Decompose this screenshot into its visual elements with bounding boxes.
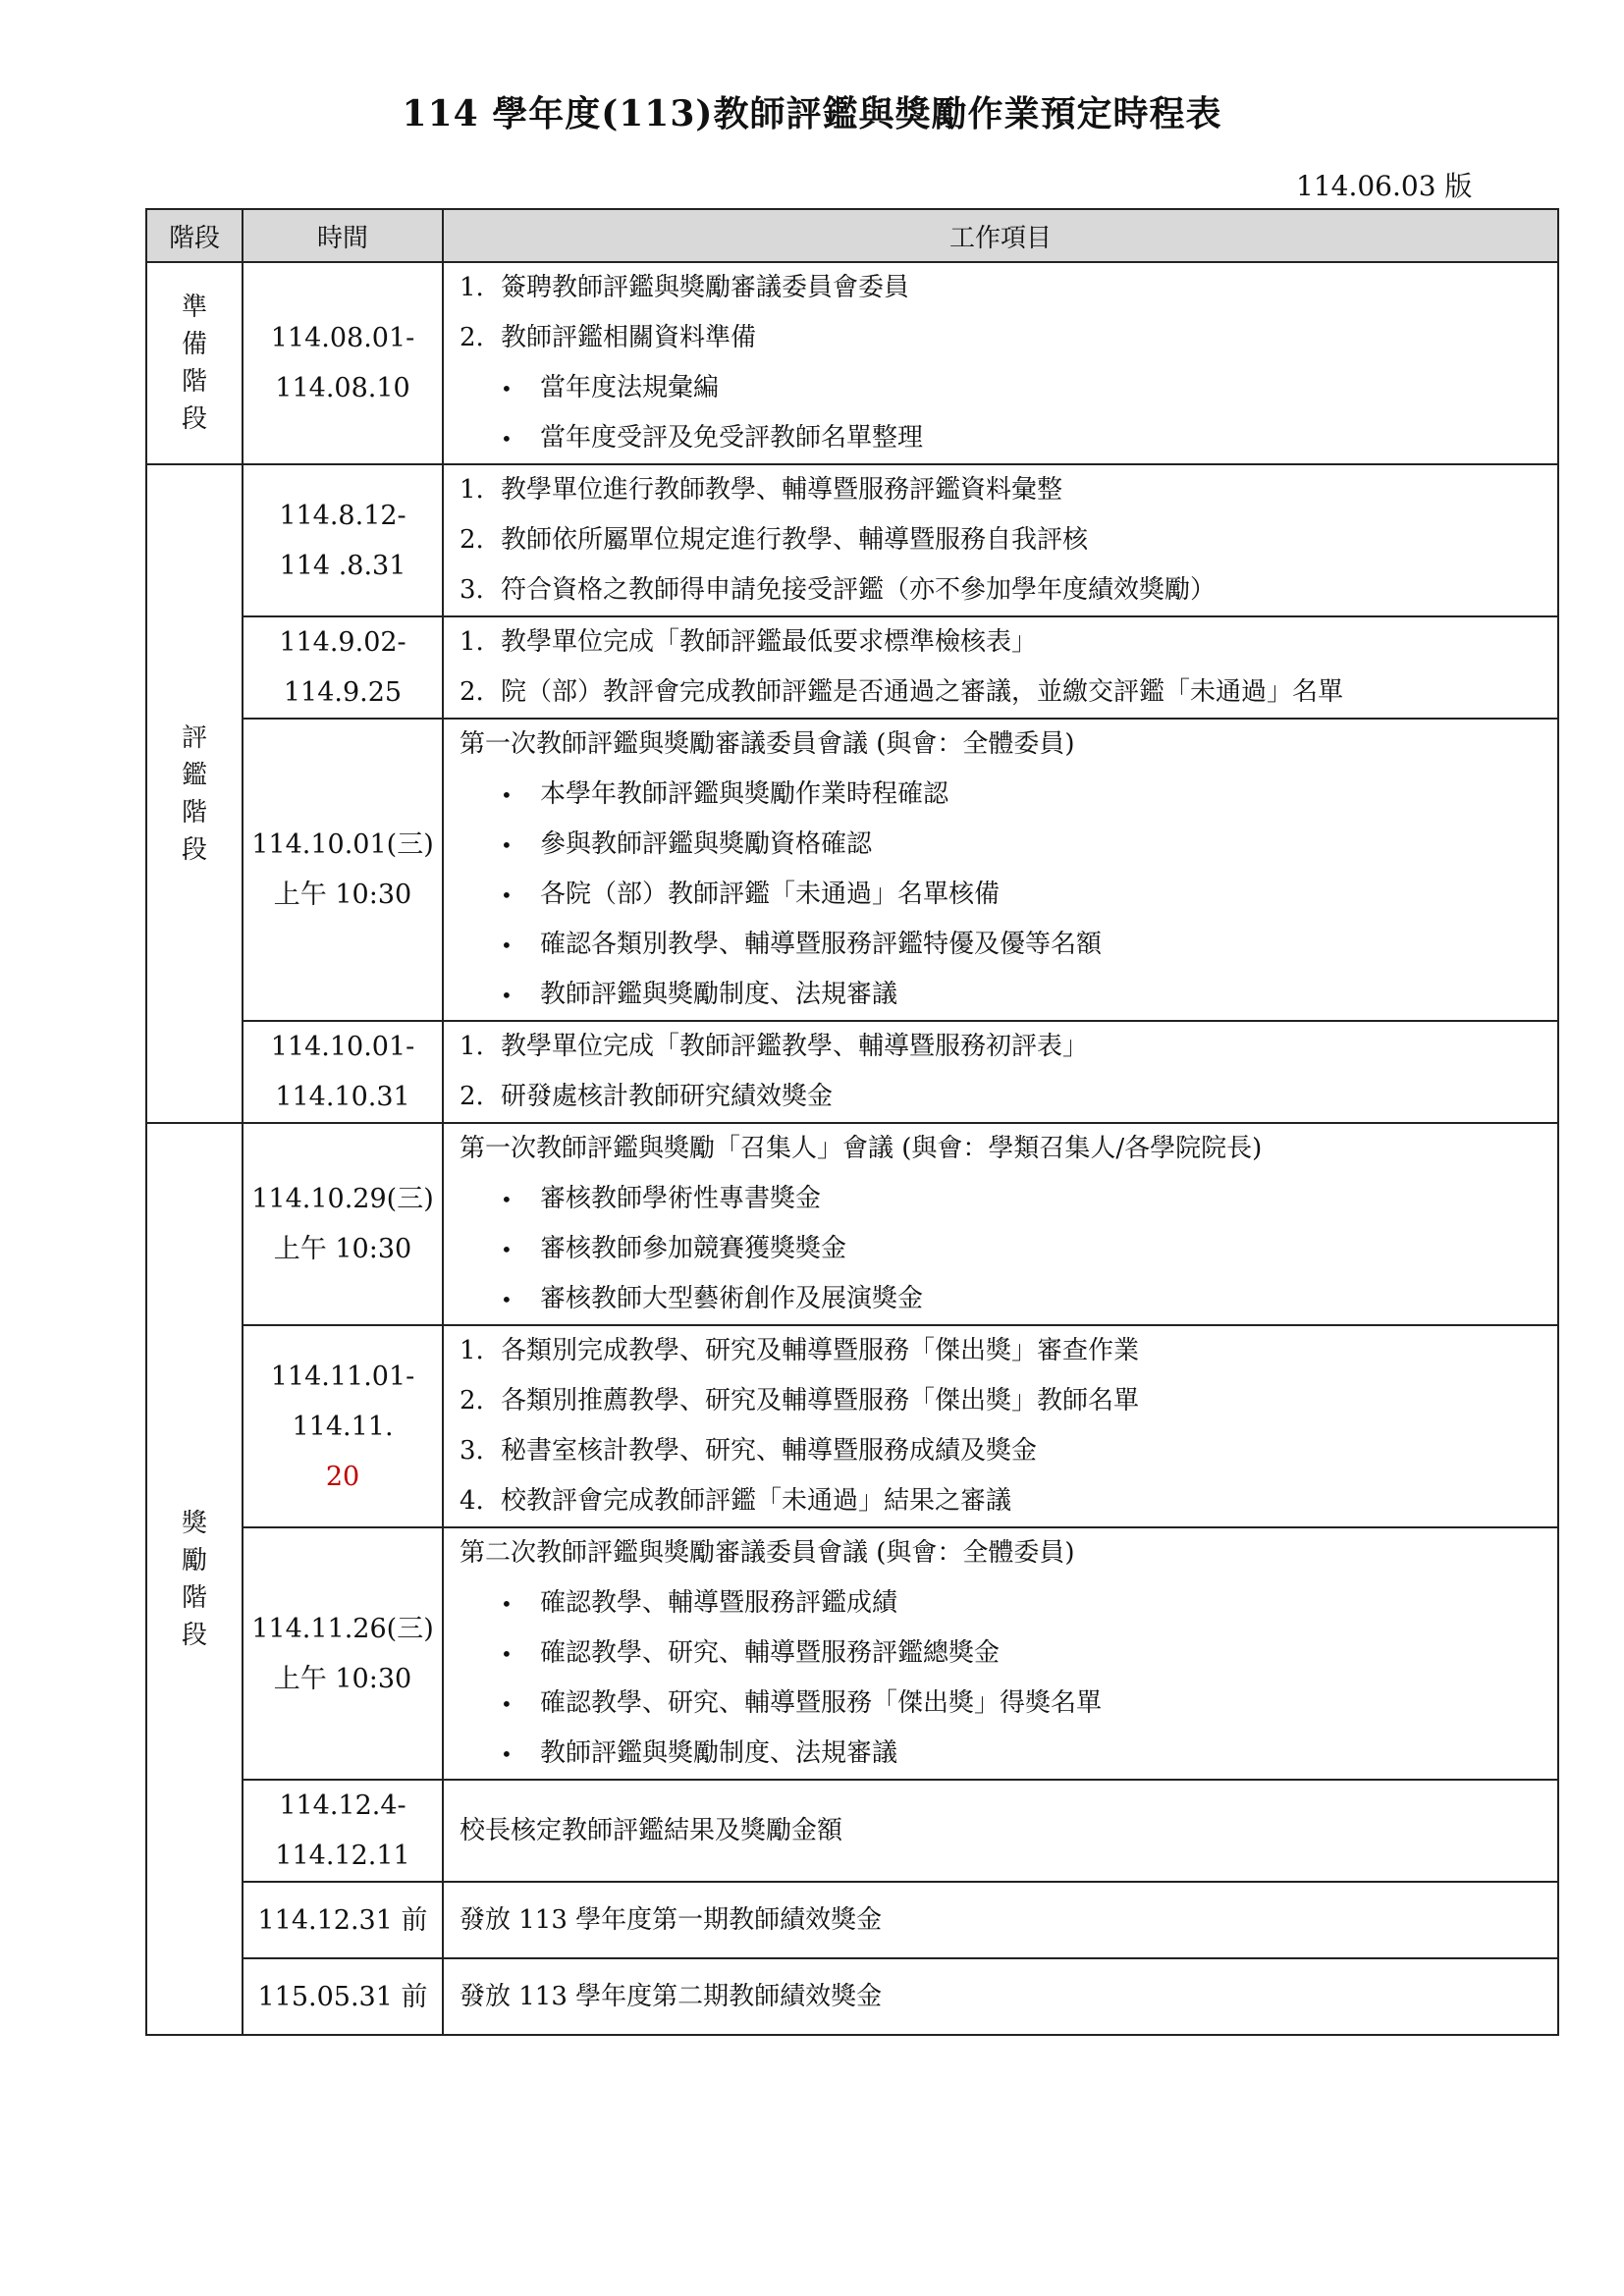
- list-item: 1. 教學單位完成「教師評鑑最低要求標準檢核表」: [460, 627, 1038, 657]
- time-cell: 114.10.01(三) 上午 10:30: [243, 719, 443, 1021]
- list-item: 2. 教師依所屬單位規定進行教學、輔導暨服務自我評核: [460, 525, 1089, 555]
- work-cell: [443, 464, 1558, 616]
- bullet-icon: •: [501, 1642, 513, 1666]
- bullet-item: • 各院（部）教師評鑑「未通過」名單核備: [460, 870, 1557, 920]
- bullet-item: • 審核教師學術性專書獎金: [460, 1174, 1557, 1224]
- time-cell: 114.12.31 前: [243, 1882, 443, 1958]
- table-row: [146, 1325, 1558, 1527]
- highlighted-date: 20: [325, 1461, 360, 1492]
- schedule-table: [145, 208, 1559, 2036]
- meeting-title: 第一次教師評鑑與獎勵審議委員會議 (與會：全體委員): [460, 729, 1075, 759]
- table-row: [146, 1527, 1558, 1780]
- work-cell: [443, 1527, 1558, 1780]
- bullet-icon: •: [501, 883, 513, 907]
- time-cell: 114.9.02- 114.9.25: [243, 616, 443, 719]
- bullet-icon: •: [501, 377, 513, 400]
- version-label: 114.06.03 版: [1296, 170, 1473, 202]
- table-header-row: [146, 209, 1558, 262]
- time-cell: 114.12.4- 114.12.11: [243, 1780, 443, 1882]
- bullet-icon: •: [501, 1188, 513, 1211]
- header-stage: 階段: [146, 209, 243, 262]
- work-cell: 發放 113 學年度第二期教師績效獎金: [443, 1958, 1558, 2035]
- list-item: 2. 教師評鑑相關資料準備: [460, 323, 757, 352]
- bullet-item: • 確認教學、輔導暨服務評鑑成績: [460, 1578, 1557, 1629]
- table-row: [146, 1780, 1558, 1882]
- bullet-item: • 審核教師參加競賽獲獎獎金: [460, 1224, 1557, 1274]
- table-row: [146, 1958, 1558, 2035]
- bullet-item: • 本學年教師評鑑與獎勵作業時程確認: [460, 770, 1557, 820]
- list-item: 2. 各類別推薦教學、研究及輔導暨服務「傑出獎」教師名單: [460, 1386, 1140, 1415]
- stage-reward: 獎 勵 階 段: [146, 1123, 243, 2035]
- table-row: [146, 1882, 1558, 1958]
- bullet-icon: •: [501, 783, 513, 807]
- bullet-icon: •: [501, 984, 513, 1007]
- list-item: 2. 院（部）教評會完成教師評鑑是否通過之審議，並繳交評鑑「未通過」名單: [460, 677, 1344, 707]
- bullet-icon: •: [501, 1592, 513, 1616]
- time-cell: 114.8.12- 114 .8.31: [243, 464, 443, 616]
- bullet-icon: •: [501, 934, 513, 957]
- work-cell: [443, 1021, 1558, 1123]
- table-row: [146, 616, 1558, 719]
- bullet-icon: •: [501, 1692, 513, 1716]
- bullet-item: • 確認教學、研究、輔導暨服務「傑出獎」得獎名單: [460, 1679, 1557, 1729]
- work-cell: [443, 719, 1558, 1021]
- time-cell: 114.11.26(三) 上午 10:30: [243, 1527, 443, 1780]
- header-time: 時間: [243, 209, 443, 262]
- list-item: 3. 符合資格之教師得申請免接受評鑑（亦不參加學年度績效獎勵）: [460, 575, 1217, 605]
- bullet-item: • 教師評鑑與獎勵制度、法規審議: [460, 1729, 1557, 1779]
- bullet-icon: •: [501, 1288, 513, 1311]
- list-item: 4. 校教評會完成教師評鑑「未通過」結果之審議: [460, 1486, 1012, 1516]
- time-cell: 115.05.31 前: [243, 1958, 443, 2035]
- time-cell: 114.10.01- 114.10.31: [243, 1021, 443, 1123]
- bullet-icon: •: [501, 1238, 513, 1261]
- time-cell: 114.10.29(三) 上午 10:30: [243, 1123, 443, 1325]
- work-cell: 校長核定教師評鑑結果及獎勵金額: [443, 1780, 1558, 1882]
- list-item: 1. 簽聘教師評鑑與獎勵審議委員會委員: [460, 273, 910, 302]
- bullet-item: • 教師評鑑與獎勵制度、法規審議: [460, 970, 1557, 1020]
- table-row: [146, 1123, 1558, 1325]
- stage-eval: 評 鑑 階 段: [146, 464, 243, 1123]
- work-cell: 發放 113 學年度第一期教師績效獎金: [443, 1882, 1558, 1958]
- table-row: [146, 719, 1558, 1021]
- bullet-icon: •: [501, 427, 513, 451]
- bullet-icon: •: [501, 833, 513, 857]
- table-row: [146, 464, 1558, 616]
- table-row: [146, 1021, 1558, 1123]
- list-item: 3. 秘書室核計教學、研究、輔導暨服務成績及獎金: [460, 1436, 1038, 1466]
- bullet-item: • 當年度受評及免受評教師名單整理: [460, 413, 1557, 463]
- time-cell: 114.08.01- 114.08.10: [243, 262, 443, 464]
- work-cell: [443, 1123, 1558, 1325]
- work-cell: [443, 1325, 1558, 1527]
- bullet-item: • 審核教師大型藝術創作及展演獎金: [460, 1274, 1557, 1324]
- time-cell: 114.11.01- 114.11. 20: [243, 1325, 443, 1527]
- bullet-item: • 確認教學、研究、輔導暨服務評鑑總獎金: [460, 1629, 1557, 1679]
- list-item: 1. 教學單位進行教師教學、輔導暨服務評鑑資料彙整: [460, 475, 1063, 505]
- list-item: 1. 教學單位完成「教師評鑑教學、輔導暨服務初評表」: [460, 1032, 1089, 1061]
- bullet-item: • 當年度法規彙編: [460, 363, 1557, 413]
- page-title: 114 學年度(113)教師評鑑與獎勵作業預定時程表: [402, 93, 1222, 134]
- work-cell: [443, 262, 1558, 464]
- list-item: 2. 研發處核計教師研究績效獎金: [460, 1082, 834, 1111]
- bullet-item: • 確認各類別教學、輔導暨服務評鑑特優及優等名額: [460, 920, 1557, 970]
- bullet-icon: •: [501, 1742, 513, 1766]
- work-cell: [443, 616, 1558, 719]
- bullet-item: • 參與教師評鑑與獎勵資格確認: [460, 820, 1557, 870]
- header-work: 工作項目: [443, 209, 1558, 262]
- stage-prep: 準 備 階 段: [146, 262, 243, 464]
- meeting-title: 第二次教師評鑑與獎勵審議委員會議 (與會：全體委員): [460, 1538, 1075, 1568]
- list-item: 1. 各類別完成教學、研究及輔導暨服務「傑出獎」審查作業: [460, 1336, 1140, 1365]
- table-row: [146, 262, 1558, 464]
- meeting-title: 第一次教師評鑑與獎勵「召集人」會議 (與會：學類召集人/各學院院長): [460, 1134, 1263, 1163]
